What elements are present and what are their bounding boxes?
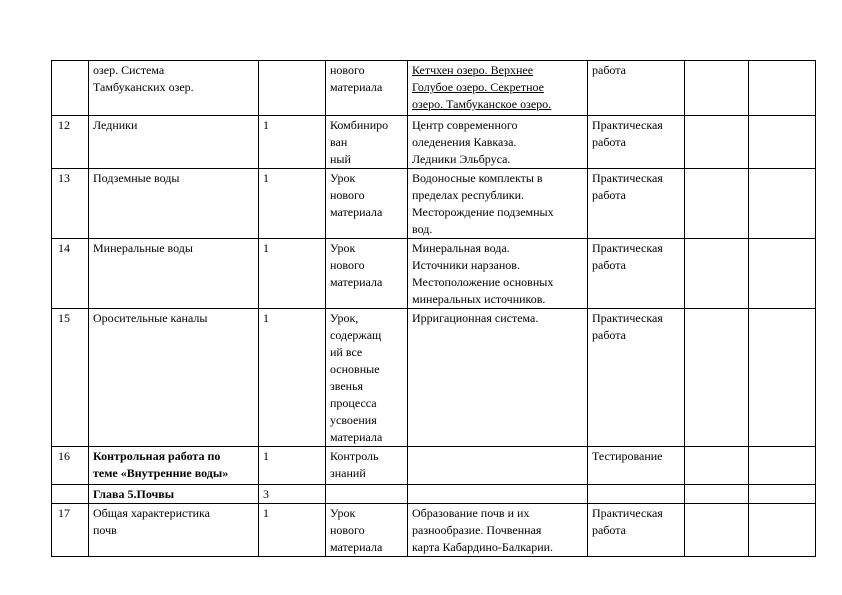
table-row: [52, 239, 816, 309]
lesson-type-cell: Урок нового материала: [326, 504, 408, 557]
content-cell: [408, 485, 588, 504]
empty-cell: [685, 169, 749, 239]
empty-cell: [685, 309, 749, 447]
lesson-type-cell: Комбиниро ван ный: [326, 116, 408, 169]
topic-cell: Оросительные каналы: [89, 309, 259, 447]
content-cell: Центр современного оледенения Кавказа. Ледники Эльбруса.: [408, 116, 588, 169]
control-cell: работа: [588, 61, 685, 116]
control-cell: Практическая работа: [588, 169, 685, 239]
topic-cell: Подземные воды: [89, 169, 259, 239]
empty-cell: [749, 116, 816, 169]
content-cell: Водоносные комплекты в пределах республики. Месторождение подземных вод.: [408, 169, 588, 239]
table-row: [52, 447, 816, 485]
hours-cell: 1: [259, 504, 326, 557]
hours-cell: 1: [259, 309, 326, 447]
row-number: 16: [52, 447, 89, 485]
lesson-plan-table: [51, 60, 816, 557]
content-cell: Ирригационная система.: [408, 309, 588, 447]
table-row: [52, 504, 816, 557]
empty-cell: [685, 61, 749, 116]
content-cell: Кетчхен озеро. Верхнее Голубое озеро. Секретное озеро. Тамбуканское озеро.: [408, 61, 588, 116]
row-number: 12: [52, 116, 89, 169]
empty-cell: [685, 239, 749, 309]
hours-cell: 1: [259, 447, 326, 485]
hours-cell: [259, 61, 326, 116]
row-number: 15: [52, 309, 89, 447]
hours-cell: 1: [259, 239, 326, 309]
table-row: [52, 116, 816, 169]
empty-cell: [749, 239, 816, 309]
hours-cell: 1: [259, 116, 326, 169]
empty-cell: [749, 61, 816, 116]
hours-cell: 3: [259, 485, 326, 504]
topic-cell: Ледники: [89, 116, 259, 169]
content-cell: Образование почв и их разнообразие. Почвенная карта Кабардино-Балкарии.: [408, 504, 588, 557]
topic-cell: Минеральные воды: [89, 239, 259, 309]
table-row: [52, 169, 816, 239]
row-number: [52, 61, 89, 116]
control-cell: Практическая работа: [588, 309, 685, 447]
lesson-type-cell: Урок нового материала: [326, 239, 408, 309]
lesson-type-cell: нового материала: [326, 61, 408, 116]
empty-cell: [749, 504, 816, 557]
lesson-type-cell: Урок, содержащ ий все основные звенья процесса усвоения материала: [326, 309, 408, 447]
chapter-title-cell: Глава 5.Почвы: [89, 485, 259, 504]
empty-cell: [749, 309, 816, 447]
lesson-type-cell: [326, 485, 408, 504]
content-cell: [408, 447, 588, 485]
empty-cell: [685, 485, 749, 504]
empty-cell: [685, 504, 749, 557]
topic-cell: Контрольная работа по теме «Внутренние воды»: [89, 447, 259, 485]
control-cell: [588, 485, 685, 504]
row-number: 14: [52, 239, 89, 309]
empty-cell: [749, 169, 816, 239]
empty-cell: [685, 447, 749, 485]
row-number: [52, 485, 89, 504]
control-cell: Практическая работа: [588, 239, 685, 309]
table-row: [52, 61, 816, 116]
topic-cell: Общая характеристика почв: [89, 504, 259, 557]
control-cell: Практическая работа: [588, 116, 685, 169]
empty-cell: [749, 485, 816, 504]
content-cell: Минеральная вода. Источники нарзанов. Местоположение основных минеральных источников.: [408, 239, 588, 309]
row-number: 17: [52, 504, 89, 557]
hours-cell: 1: [259, 169, 326, 239]
row-number: 13: [52, 169, 89, 239]
table-row: [52, 309, 816, 447]
control-cell: Тестирование: [588, 447, 685, 485]
control-cell: Практическая работа: [588, 504, 685, 557]
empty-cell: [685, 116, 749, 169]
lesson-type-cell: Урок нового материала: [326, 169, 408, 239]
empty-cell: [749, 447, 816, 485]
topic-cell: озер. Система Тамбуканских озер.: [89, 61, 259, 116]
table-row: [52, 485, 816, 504]
lesson-type-cell: Контроль знаний: [326, 447, 408, 485]
